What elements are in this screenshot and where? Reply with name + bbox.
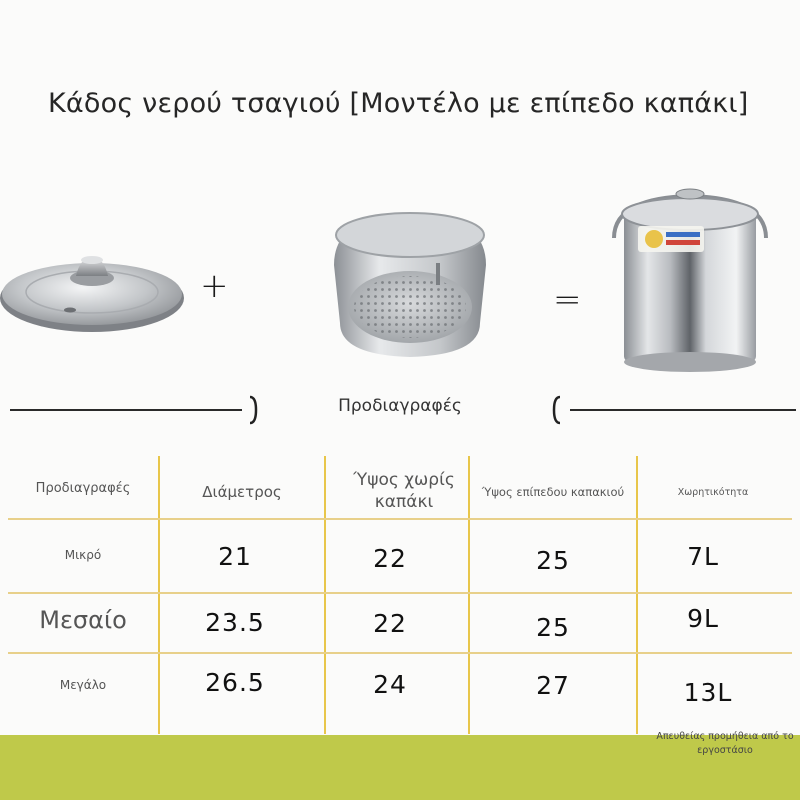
table-cell-capacity: 13L (683, 677, 733, 707)
table-header-spec: Προδιαγραφές (35, 480, 131, 496)
table-cell-diameter: 21 (218, 541, 252, 571)
equals-sign: = (553, 280, 582, 320)
strainer-basket-image (330, 195, 490, 365)
factory-supply-note: Απευθείας προμήθεια από το εργοστάσιο (656, 731, 794, 756)
table-cell-height-flat-lid: 27 (536, 670, 570, 700)
flat-lid-image (0, 240, 190, 340)
divider-right (570, 409, 796, 411)
table-row-line (8, 652, 792, 654)
table-cell-size: Μικρό (64, 548, 102, 562)
table-cell-capacity: 9L (687, 603, 719, 633)
table-header-height-no-lid: Ύψος χωρίς καπάκι (353, 470, 455, 512)
table-cell-size: Μεγάλο (59, 678, 107, 692)
table-cell-height-flat-lid: 25 (536, 545, 570, 575)
table-row-line (8, 592, 792, 594)
tea-water-bucket-image (600, 180, 780, 375)
page-title: Κάδος νερού τσαγιού [Μοντέλο με επίπεδο καπάκι] (48, 88, 749, 119)
table-cell-size: Μεσαίο (39, 606, 127, 634)
table-cell-height-no-lid: 22 (373, 608, 407, 638)
table-cell-capacity: 7L (687, 541, 719, 571)
table-row-line (8, 518, 792, 520)
table-cell-diameter: 23.5 (205, 607, 265, 637)
table-header-diameter: Διάμετρος (202, 483, 282, 501)
table-cell-height-flat-lid: 25 (536, 612, 570, 642)
table-header-height-flat-lid: Ύψος επίπεδου καπακιού (481, 485, 625, 499)
spec-heading: Προδιαγραφές (338, 396, 462, 416)
table-cell-diameter: 26.5 (205, 667, 265, 697)
table-cell-height-no-lid: 22 (373, 543, 407, 573)
bracket-right (552, 395, 562, 425)
table-cell-height-no-lid: 24 (373, 669, 407, 699)
table-header-capacity: Χωρητικότητα (677, 486, 749, 498)
plus-sign: + (200, 266, 229, 306)
